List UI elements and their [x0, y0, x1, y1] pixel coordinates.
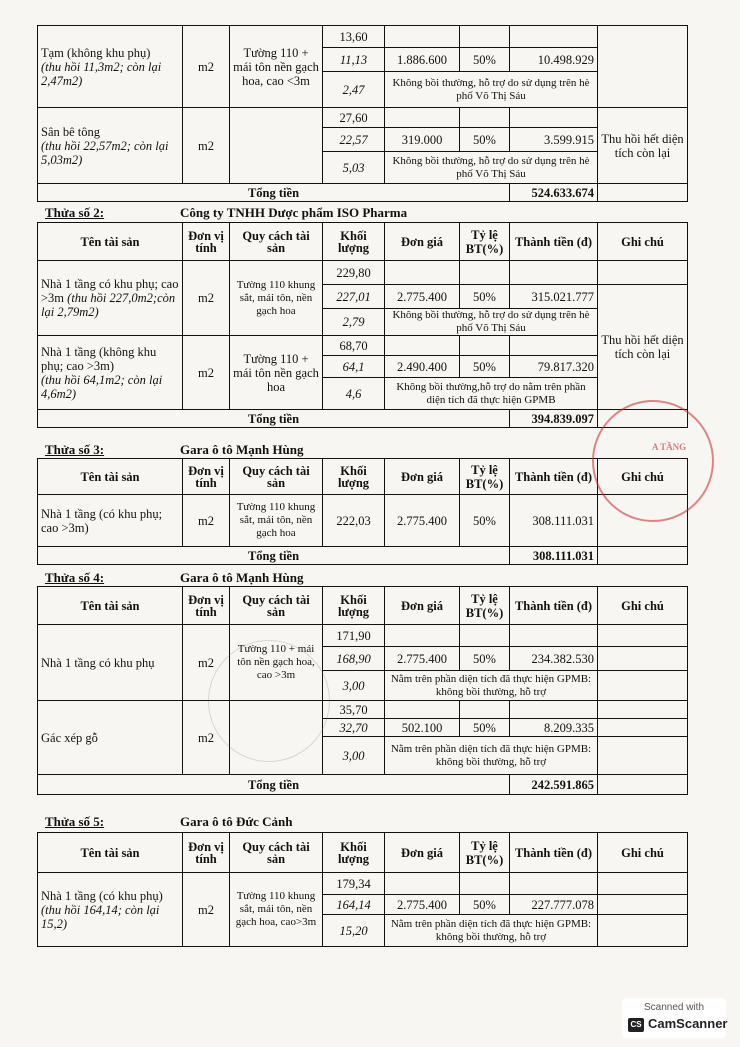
- header-cell: Đơn giá: [385, 223, 460, 261]
- quantity-cell: 179,34: [323, 873, 385, 895]
- quantity-cell: 227,01: [323, 285, 385, 309]
- table-row: [38, 873, 688, 895]
- spec-cell: Tường 110 + mái tôn nền gạch hoa, cao <3m: [230, 26, 323, 108]
- quantity-cell: 2,79: [323, 309, 385, 336]
- table-header-row: [38, 223, 688, 261]
- header-cell: Thành tiền (đ): [510, 587, 598, 625]
- parcel-owner: Gara ô tô Mạnh Hùng: [180, 442, 304, 457]
- note-cell: Không bồi thường, hỗ trợ do sử dụng trên hè phố Võ Thị Sáu: [385, 309, 598, 336]
- quantity-cell: 15,20: [323, 915, 385, 947]
- unit-cell: m2: [183, 625, 230, 701]
- spec-cell: Tường 110 + mái tôn nền gạch hoa: [230, 336, 323, 410]
- quantity-cell: 168,90: [323, 647, 385, 671]
- header-cell: Khối lượng: [323, 587, 385, 625]
- asset-name-cell: Nhà 1 tầng (có khu phụ) (thu hồi 164,14; còn lại 15,2): [38, 873, 183, 947]
- amount-cell: 308.111.031: [510, 495, 598, 547]
- header-cell: Quy cách tài sản: [230, 833, 323, 873]
- remark-cell: Thu hồi hết diện tích còn lại: [598, 108, 688, 184]
- total-amount: 524.633.674: [510, 184, 598, 202]
- amount-cell: 3.599.915: [510, 128, 598, 152]
- asset-name-cell: Tạm (không khu phụ) (thu hồi 11,3m2; còn lại 2,47m2): [38, 26, 183, 108]
- header-cell: Tỷ lệ BT(%): [460, 223, 510, 261]
- total-row: [38, 410, 688, 428]
- table-parcel-5: [37, 832, 688, 947]
- note-cell: Nằm trên phần diện tích đã thực hiện GPMB: không bồi thường, hỗ trợ: [385, 915, 598, 947]
- amount-cell: 234.382.530: [510, 647, 598, 671]
- unit-cell: m2: [183, 336, 230, 410]
- price-cell: 2.775.400: [385, 895, 460, 915]
- spec-cell: Tường 110 + mái tôn nền gạch hoa, cao >3m: [230, 625, 323, 701]
- total-label: Tổng tiền: [38, 547, 510, 565]
- amount-cell: 79.817.320: [510, 356, 598, 378]
- header-cell: Đơn vị tính: [183, 223, 230, 261]
- total-row: [38, 547, 688, 565]
- quantity-cell: 229,80: [323, 261, 385, 285]
- amount-cell: 10.498.929: [510, 48, 598, 72]
- rate-cell: 50%: [460, 719, 510, 737]
- quantity-cell: 4,6: [323, 378, 385, 410]
- parcel-label: Thửa số 3:: [45, 442, 105, 457]
- table-row: [38, 495, 688, 547]
- note-cell: Nằm trên phần diện tích đã thực hiện GPMB: không bồi thường, hỗ trợ: [385, 737, 598, 775]
- total-amount: 394.839.097: [510, 410, 598, 428]
- quantity-cell: 164,14: [323, 895, 385, 915]
- camscanner-badge: [622, 998, 726, 1038]
- rate-cell: 50%: [460, 356, 510, 378]
- header-cell: Tên tài sản: [38, 223, 183, 261]
- total-label: Tổng tiền: [38, 184, 510, 202]
- header-cell: Tên tài sản: [38, 587, 183, 625]
- rate-cell: 50%: [460, 495, 510, 547]
- stamp-text: A TẦNG: [652, 442, 687, 452]
- unit-cell: m2: [183, 261, 230, 336]
- quantity-cell: 27,60: [323, 108, 385, 128]
- header-cell: Tỷ lệ BT(%): [460, 833, 510, 873]
- rate-cell: 50%: [460, 895, 510, 915]
- parcel-5-heading: [45, 814, 293, 830]
- header-cell: Đơn vị tính: [183, 833, 230, 873]
- header-cell: Đơn giá: [385, 459, 460, 495]
- header-cell: Khối lượng: [323, 459, 385, 495]
- price-cell: 2.775.400: [385, 495, 460, 547]
- header-cell: Thành tiền (đ): [510, 459, 598, 495]
- total-row: [38, 775, 688, 795]
- quantity-cell: 5,03: [323, 152, 385, 184]
- asset-name-cell: Nhà 1 tầng (có khu phụ; cao >3m): [38, 495, 183, 547]
- rate-cell: 50%: [460, 285, 510, 309]
- header-cell: Đơn vị tính: [183, 587, 230, 625]
- asset-name-cell: Gác xép gỗ: [38, 701, 183, 775]
- quantity-cell: 2,47: [323, 72, 385, 108]
- header-cell: Tỷ lệ BT(%): [460, 459, 510, 495]
- table-row: [38, 261, 688, 285]
- table-header-row: [38, 833, 688, 873]
- note-cell: Không bồi thường, hỗ trợ do sử dụng trên hè phố Võ Thị Sáu: [385, 152, 598, 184]
- spec-cell: Tường 110 khung sắt, mái tôn, nền gạch hoa: [230, 495, 323, 547]
- header-cell: Khối lượng: [323, 223, 385, 261]
- unit-cell: m2: [183, 495, 230, 547]
- header-cell: Đơn vị tính: [183, 459, 230, 495]
- quantity-cell: 35,70: [323, 701, 385, 719]
- table-parcel-2: [37, 222, 688, 428]
- header-cell: Quy cách tài sản: [230, 223, 323, 261]
- amount-cell: 315.021.777: [510, 285, 598, 309]
- camscanner-name: CamScanner: [648, 1016, 728, 1031]
- parcel-owner: Công ty TNHH Dược phẩm ISO Pharma: [180, 205, 408, 220]
- quantity-cell: 68,70: [323, 336, 385, 356]
- header-cell: Thành tiền (đ): [510, 223, 598, 261]
- price-cell: 1.886.600: [385, 48, 460, 72]
- total-amount: 242.591.865: [510, 775, 598, 795]
- note-cell: Không bồi thường, hỗ trợ do sử dụng trên hè phố Võ Thị Sáu: [385, 72, 598, 108]
- parcel-2-heading: [45, 205, 407, 221]
- parcel-owner: Gara ô tô Mạnh Hùng: [180, 570, 304, 585]
- header-cell: Ghi chú: [598, 223, 688, 261]
- table-header-row: [38, 459, 688, 495]
- asset-name-cell: Sân bê tông (thu hồi 22,57m2; còn lại 5,03m2): [38, 108, 183, 184]
- table-parcel-4: [37, 586, 688, 795]
- header-cell: Đơn giá: [385, 833, 460, 873]
- price-cell: 2.775.400: [385, 647, 460, 671]
- unit-cell: m2: [183, 26, 230, 108]
- parcel-label: Thửa số 2:: [45, 205, 105, 220]
- table-header-row: [38, 587, 688, 625]
- parcel-owner: Gara ô tô Đức Cảnh: [180, 814, 293, 829]
- total-label: Tổng tiền: [38, 410, 510, 428]
- quantity-cell: 64,1: [323, 356, 385, 378]
- table-parcel-1-continued: [37, 25, 688, 202]
- header-cell: Ghi chú: [598, 587, 688, 625]
- amount-cell: 227.777.078: [510, 895, 598, 915]
- camscanner-logo-icon: CS: [628, 1018, 644, 1032]
- header-cell: Đơn giá: [385, 587, 460, 625]
- table-row: [38, 625, 688, 647]
- total-amount: 308.111.031: [510, 547, 598, 565]
- header-cell: Tên tài sản: [38, 459, 183, 495]
- header-cell: Thành tiền (đ): [510, 833, 598, 873]
- header-cell: Ghi chú: [598, 833, 688, 873]
- price-cell: 319.000: [385, 128, 460, 152]
- quantity-cell: 22,57: [323, 128, 385, 152]
- price-cell: 502.100: [385, 719, 460, 737]
- asset-name-cell: Nhà 1 tầng (không khu phụ; cao >3m) (thu hồi 64,1m2; còn lại 4,6m2): [38, 336, 183, 410]
- amount-cell: 8.209.335: [510, 719, 598, 737]
- note-cell: Không bồi thường,hỗ trợ do nằm trên phần diện tích đã thực hiện GPMB: [385, 378, 598, 410]
- asset-name-cell: Nhà 1 tầng có khu phụ: [38, 625, 183, 701]
- remark-cell: Thu hồi hết diện tích còn lại: [598, 285, 688, 410]
- table-row: [38, 701, 688, 719]
- rate-cell: 50%: [460, 647, 510, 671]
- parcel-3-heading: [45, 442, 304, 458]
- quantity-cell: 3,00: [323, 671, 385, 701]
- header-cell: Ghi chú: [598, 459, 688, 495]
- header-cell: Tỷ lệ BT(%): [460, 587, 510, 625]
- table-row: [38, 26, 688, 48]
- header-cell: Tên tài sản: [38, 833, 183, 873]
- quantity-cell: 32,70: [323, 719, 385, 737]
- quantity-cell: 171,90: [323, 625, 385, 647]
- header-cell: Khối lượng: [323, 833, 385, 873]
- total-label: Tổng tiền: [38, 775, 510, 795]
- header-cell: Quy cách tài sản: [230, 459, 323, 495]
- table-row: [38, 108, 688, 128]
- quantity-cell: 11,13: [323, 48, 385, 72]
- official-stamp: [592, 400, 714, 522]
- spec-cell: Tường 110 khung sắt, mái tôn, nền gạch hoa, cao>3m: [230, 873, 323, 947]
- quantity-cell: 13,60: [323, 26, 385, 48]
- unit-cell: m2: [183, 873, 230, 947]
- quantity-cell: 3,00: [323, 737, 385, 775]
- parcel-4-heading: [45, 570, 304, 586]
- quantity-cell: 222,03: [323, 495, 385, 547]
- total-row: [38, 184, 688, 202]
- unit-cell: m2: [183, 108, 230, 184]
- scanned-with-text: Scanned with: [643, 1002, 705, 1013]
- asset-name-cell: Nhà 1 tầng có khu phụ; cao >3m (thu hồi 227,0m2;còn lại 2,79m2): [38, 261, 183, 336]
- parcel-label: Thửa số 5:: [45, 814, 105, 829]
- price-cell: 2.775.400: [385, 285, 460, 309]
- remark-cell: [598, 26, 688, 108]
- table-row: [38, 336, 688, 356]
- note-cell: Nằm trên phần diện tích đã thực hiện GPMB: không bồi thường, hỗ trợ: [385, 671, 598, 701]
- price-cell: 2.490.400: [385, 356, 460, 378]
- unit-cell: m2: [183, 701, 230, 775]
- watermark-seal: [208, 640, 330, 762]
- rate-cell: 50%: [460, 48, 510, 72]
- rate-cell: 50%: [460, 128, 510, 152]
- table-parcel-3: [37, 458, 688, 565]
- header-cell: Quy cách tài sản: [230, 587, 323, 625]
- spec-cell: Tường 110 khung sắt, mái tôn, nền gạch hoa: [230, 261, 323, 336]
- parcel-label: Thửa số 4:: [45, 570, 105, 585]
